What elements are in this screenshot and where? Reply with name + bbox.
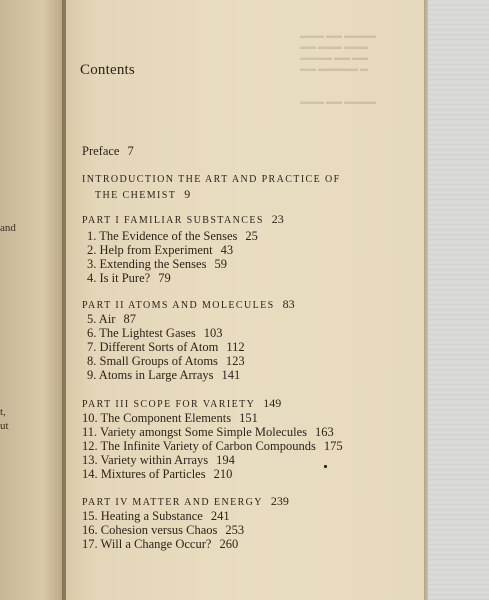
- left-page-fragment: t,: [0, 406, 6, 418]
- toc-page-number: 79: [158, 271, 171, 285]
- toc-entry-title: 1. The Evidence of the Senses: [87, 229, 238, 243]
- left-page: [0, 0, 70, 600]
- toc-page-number: 210: [213, 467, 233, 481]
- toc-page-number: 23: [271, 212, 284, 226]
- toc-page-number: 149: [263, 396, 282, 410]
- toc-chapter: [87, 326, 223, 341]
- toc-entry-title: 14. Mixtures of Particles: [82, 467, 206, 481]
- toc-heading-text: INTRODUCTION THE ART AND PRACTICE OF: [82, 174, 341, 185]
- toc-chapter: [82, 453, 235, 468]
- left-page-fragment: ut: [0, 420, 9, 432]
- toc-page-number: 241: [210, 509, 230, 523]
- toc-entry-title: 13. Variety within Arrays: [82, 453, 209, 467]
- toc-entry-title: Preface: [82, 144, 120, 158]
- toc-entry-title: 11. Variety amongst Some Simple Molecules: [82, 425, 307, 439]
- toc-entry-title: 10. The Component Elements: [82, 411, 232, 425]
- toc-entry-title: 15. Heating a Substance: [82, 509, 203, 523]
- toc-page-number: 141: [221, 368, 241, 382]
- toc-page-number: 253: [225, 523, 245, 537]
- toc-chapter: [82, 467, 232, 482]
- toc-page-number: 260: [219, 537, 239, 551]
- toc-page-number: 103: [203, 326, 223, 340]
- toc-heading-text: THE CHEMIST: [95, 190, 177, 201]
- toc-entry-title: 4. Is it Pure?: [87, 271, 151, 285]
- toc-page-number: 194: [216, 453, 235, 467]
- toc-chapter: [87, 229, 258, 244]
- toc-entry-title: 5. Air: [87, 312, 116, 326]
- toc-page-number: 87: [123, 312, 136, 326]
- toc-chapter: [87, 340, 245, 355]
- toc-entry-title: 8. Small Groups of Atoms: [87, 354, 218, 368]
- toc-chapter: [87, 368, 240, 383]
- toc-entry-title: 12. The Infinite Variety of Carbon Compounds: [82, 439, 316, 453]
- ink-speck: [324, 465, 327, 468]
- toc-entry-title: 2. Help from Experiment: [87, 243, 213, 257]
- toc-entry-title: 7. Different Sorts of Atom: [87, 340, 219, 354]
- toc-chapter: [87, 354, 245, 369]
- toc-heading-text: PART IV MATTER AND ENERGY: [82, 497, 263, 508]
- toc-entry-title: 17. Will a Change Occur?: [82, 537, 212, 551]
- left-page-fragment: and: [0, 222, 16, 234]
- toc-part-heading: [82, 297, 295, 312]
- toc-entry-title: 6. The Lightest Gases: [87, 326, 196, 340]
- toc-part-heading: [82, 212, 284, 227]
- toc-entry-title: 3. Extending the Senses: [87, 257, 207, 271]
- toc-chapter: [82, 523, 244, 538]
- toc-page-number: 175: [323, 439, 343, 453]
- toc-page-number: 83: [282, 297, 295, 311]
- toc-chapter: [82, 537, 238, 552]
- toc-page-number: 9: [184, 187, 191, 201]
- toc-page-number: 151: [239, 411, 258, 425]
- book-page-edges: [428, 0, 489, 600]
- toc-heading-text: PART II ATOMS AND MOLECULES: [82, 300, 275, 311]
- toc-heading-text: PART III SCOPE FOR VARIETY: [82, 399, 256, 410]
- toc-chapter: [82, 411, 258, 426]
- toc-page-number: 123: [225, 354, 245, 368]
- page-title: Contents: [80, 62, 135, 78]
- toc-introduction-cont: [95, 187, 190, 202]
- toc-page-number: 25: [245, 229, 258, 243]
- show-through-text: ▬▬▬ ▬▬ ▬▬▬▬ ▬▬ ▬▬▬ ▬▬▬ ▬▬▬▬ ▬▬ ▬▬ ▬▬ ▬▬▬▬▬ ▬ ▬▬▬ ▬▬ ▬▬▬▬: [300, 31, 376, 106]
- toc-page-number: 7: [127, 144, 134, 158]
- toc-chapter: [82, 509, 230, 524]
- toc-chapter: [87, 271, 171, 286]
- toc-introduction: [82, 174, 341, 185]
- toc-entry-title: 16. Cohesion versus Chaos: [82, 523, 218, 537]
- toc-preface: [82, 144, 134, 159]
- toc-chapter: [87, 243, 233, 258]
- toc-chapter: [82, 439, 343, 454]
- toc-page-number: 163: [314, 425, 334, 439]
- toc-part-heading: [82, 396, 281, 411]
- toc-page-number: 112: [226, 340, 245, 354]
- toc-page-number: 43: [220, 243, 234, 257]
- toc-chapter: [87, 257, 227, 272]
- toc-part-heading: [82, 494, 289, 509]
- toc-chapter: [82, 425, 334, 440]
- toc-page-number: 59: [214, 257, 227, 271]
- toc-heading-text: PART I FAMILIAR SUBSTANCES: [82, 215, 264, 226]
- toc-chapter: [87, 312, 136, 327]
- toc-page-number: 239: [270, 494, 289, 508]
- toc-entry-title: 9. Atoms in Large Arrays: [87, 368, 214, 382]
